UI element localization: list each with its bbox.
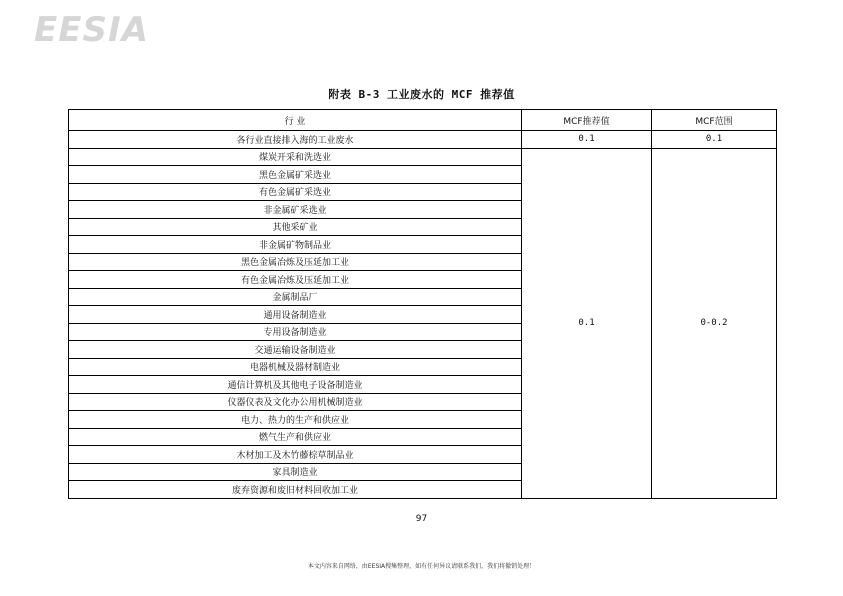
- page-number: 97: [415, 514, 428, 524]
- industry-cell: 金属制品厂: [69, 288, 522, 306]
- header-mcf-recommended: MCF推荐值: [522, 110, 652, 131]
- group-recommended-cell: 0.1: [522, 148, 652, 498]
- mcf-table: [68, 109, 777, 499]
- industry-cell: 有色金属矿采选业: [69, 183, 522, 201]
- group-range-cell: 0-0.2: [652, 148, 777, 498]
- industry-cell: 电力、热力的生产和供应业: [69, 411, 522, 429]
- industry-cell: 非金属矿物制品业: [69, 236, 522, 254]
- industry-cell: 仪器仪表及文化办公用机械制造业: [69, 393, 522, 411]
- industry-cell: 各行业直接排入海的工业废水: [69, 131, 522, 149]
- eesia-logo: EESIA: [34, 10, 149, 50]
- industry-cell: 通用设备制造业: [69, 306, 522, 324]
- industry-cell: 黑色金属冶炼及压延加工业: [69, 253, 522, 271]
- table-title: 附表 B-3 工业废水的 MCF 推荐值: [328, 88, 515, 101]
- footer-disclaimer: 本文内容来自网络，由EESIA搜集整理，如有任何异议请联系我们，我们将撤销处理！: [307, 563, 536, 570]
- table-row: [69, 131, 777, 149]
- industry-cell: 通信计算机及其他电子设备制造业: [69, 376, 522, 394]
- table-header-row: [69, 110, 777, 131]
- header-mcf-range: MCF范围: [652, 110, 777, 131]
- industry-cell: 非金属矿采选业: [69, 201, 522, 219]
- range-cell: 0.1: [652, 131, 777, 149]
- industry-cell: 电器机械及器材制造业: [69, 358, 522, 376]
- industry-cell: 专用设备制造业: [69, 323, 522, 341]
- header-industry: 行 业: [69, 110, 522, 131]
- industry-cell: 其他采矿业: [69, 218, 522, 236]
- industry-cell: 煤炭开采和洗选业: [69, 148, 522, 166]
- industry-cell: 木材加工及木竹藤棕草制品业: [69, 446, 522, 464]
- industry-cell: 家具制造业: [69, 463, 522, 481]
- recommended-cell: 0.1: [522, 131, 652, 149]
- industry-cell: 燃气生产和供应业: [69, 428, 522, 446]
- industry-cell: 有色金属冶炼及压延加工业: [69, 271, 522, 289]
- industry-cell: 废弃资源和废旧材料回收加工业: [69, 481, 522, 499]
- industry-cell: 黑色金属矿采选业: [69, 166, 522, 184]
- industry-cell: 交通运输设备制造业: [69, 341, 522, 359]
- table-row: [69, 148, 777, 166]
